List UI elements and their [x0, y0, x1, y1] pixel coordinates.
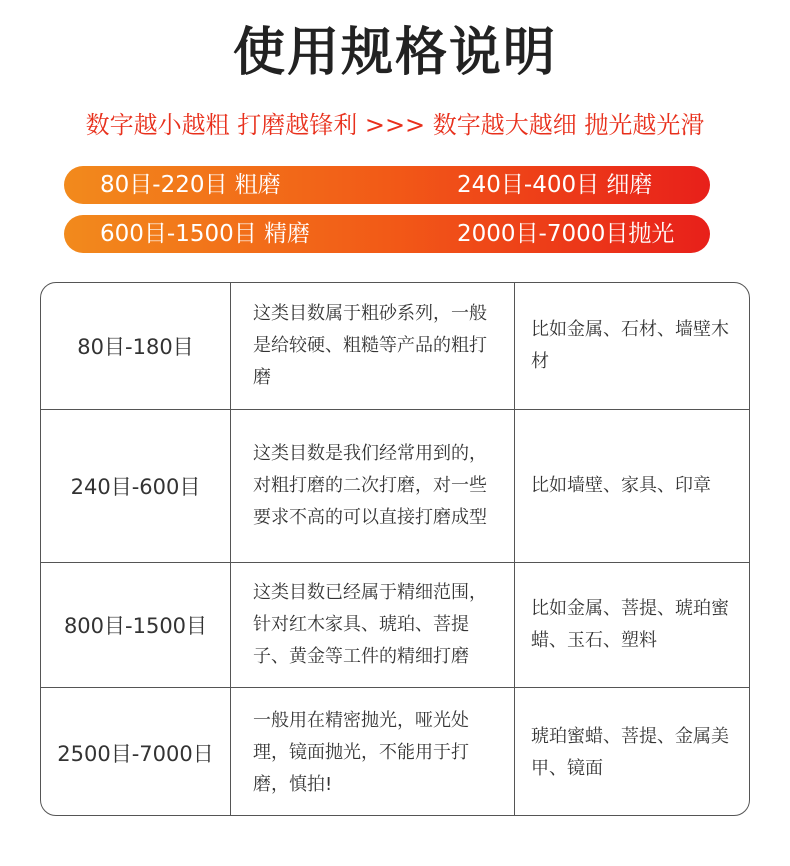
usage-text: 比如金属、石材、墙壁木材: [531, 319, 729, 372]
usage-cell: [515, 563, 750, 687]
grit-band-fine: [64, 215, 710, 253]
page-title: 使用规格说明: [232, 23, 557, 83]
spec-table: [40, 282, 750, 816]
usage-text: 比如墙壁、家具、印章: [531, 475, 711, 496]
usage-text: 琥珀蜜蜡、菩提、金属美甲、镜面: [531, 725, 729, 779]
usage-text: 比如金属、菩提、琥珀蜜蜡、玉石、塑料: [531, 598, 729, 651]
grit-range-text: 2500目-7000日: [57, 741, 214, 766]
description-cell: [231, 563, 515, 687]
description-text: 这类目数属于粗砂系列，一般是给较硬、粗糙等产品的粗打磨: [253, 303, 487, 388]
description-cell: [231, 410, 515, 562]
grit-range-cell: [41, 688, 231, 816]
table-row: [41, 687, 749, 816]
grit-range-text: 800目-1500目: [63, 614, 208, 638]
description-cell: [231, 688, 515, 816]
description-text: 这类目数是我们经常用到的，对粗打磨的二次打磨，对一些要求不高的可以直接打磨成型: [253, 443, 487, 528]
description-text: 一般用在精密抛光，哑光处理，镜面抛光，不能用于打磨，慎拍!: [253, 709, 469, 795]
grit-band-coarse: [64, 166, 710, 204]
usage-cell: [515, 283, 750, 409]
grit-range-text: 80目-180目: [77, 335, 194, 359]
description-cell: [231, 283, 515, 409]
grit-range-cell: [41, 283, 231, 409]
grit-range-cell: [41, 410, 231, 562]
grit-range-text: 240目-600目: [70, 475, 201, 499]
band-label-coarse-grinding: 80目-220目 粗磨: [100, 172, 281, 198]
usage-cell: [515, 688, 750, 816]
grit-rule-subtitle: 数字越小越粗 打磨越锋利 >>> 数字越大越细 抛光越光滑: [85, 111, 705, 139]
grit-range-cell: [41, 563, 231, 687]
band-label-polishing: 2000目-7000目抛光: [457, 221, 675, 247]
table-row: [41, 409, 749, 562]
usage-cell: [515, 410, 750, 562]
band-label-precision-grinding: 600目-1500目 精磨: [100, 221, 311, 247]
description-text: 这类目数已经属于精细范围，针对红木家具、琥珀、菩提子、黄金等工件的精细打磨: [253, 582, 487, 667]
table-row: [41, 283, 749, 409]
band-label-fine-grinding: 240目-400目 细磨: [457, 172, 653, 198]
table-row: [41, 562, 749, 687]
